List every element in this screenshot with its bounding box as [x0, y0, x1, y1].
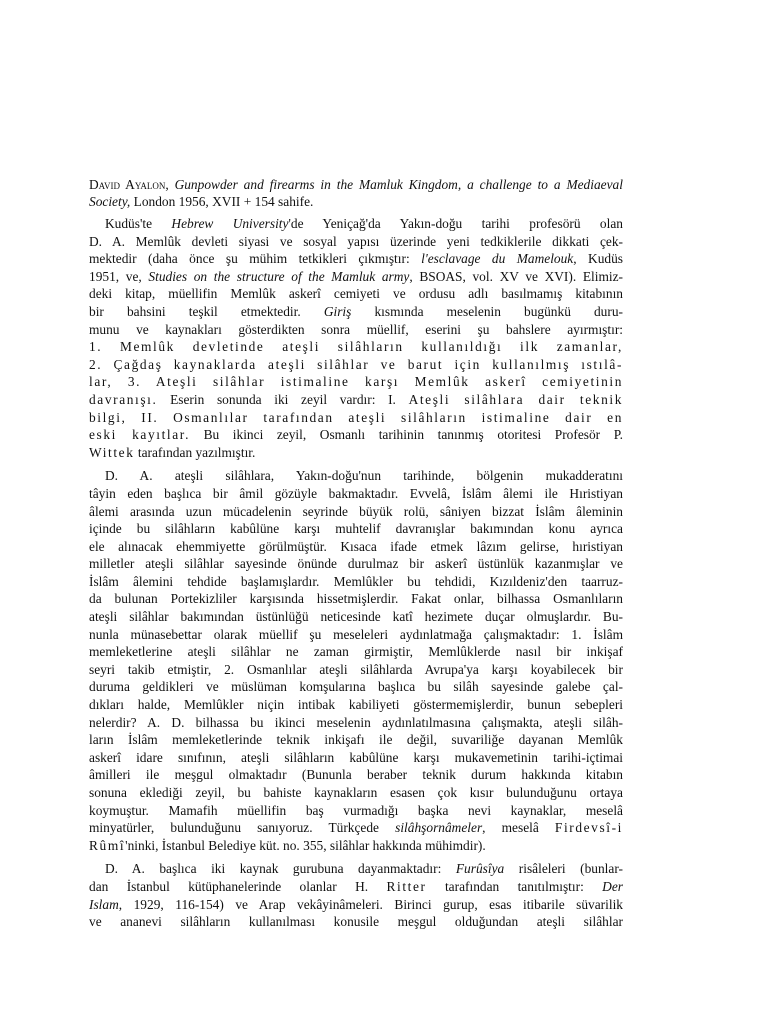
text-line [89, 837, 623, 855]
text-line: ların İslâm memleketlerinde teknik inkişafı ile değil, suvariliğe dayanan Memlûk [89, 732, 623, 748]
paragraph-analysis [89, 467, 623, 854]
text-line: sonuna eklediği zeyil, bu bahiste kaynakların esasen çok kısır bulunduğunu ortaya [89, 785, 623, 800]
text-line: deki kitap, müellifin Memlûk askerî cemiyeti ve ordusu adlı basılmamış kitabının [89, 286, 623, 302]
italic-run: Hebrew University [171, 216, 289, 231]
text-run: tarafından yazılmıştır. [134, 444, 256, 460]
text-line: D. A. Memlûk devleti siyasi ve sosyal yapısı üzerinde yeni tedkiklerile dikkati çek- [89, 233, 623, 249]
italic-run: Giriş [323, 303, 352, 319]
text-line: da bulunan Portekizliler karşısında hissetmişlerdir. Fakat onlar, bilhassa Osmanlıların [89, 591, 623, 607]
text-run: , meselâ [482, 820, 555, 836]
text-run: kısmında meselenin bugünkü duru- [351, 303, 623, 319]
text-run: dan İstanbul kütüphanelerinde olanlar H. [89, 878, 387, 894]
text-run: 'ninki, İstanbul Belediye küt. no. 355, silâhlar hakkında mühimdir). [125, 837, 486, 853]
text-line: seyri takib etmiştir, 2. Osmanlılar ateşli silâhlarda Avrupa'ya karşı koyabilecek bir [89, 661, 623, 677]
text-line: nunla münasebettar olarak müellif şu meseleleri aydınlatmağa çalışmaktadır: 1. İslâm [89, 626, 623, 642]
reference-title: Gunpowder and firearms in the Mamluk Kingdom, a challenge to a Mediaeval Society, [89, 177, 623, 209]
text-run: , Kudüs [573, 251, 623, 267]
text-run: Eserin sonunda iki zeyil vardır: I. [157, 391, 409, 407]
text-run: davranışı. [89, 391, 158, 407]
text-line [89, 426, 623, 444]
text-run: 1951, ve, [89, 268, 149, 284]
text-line [89, 819, 623, 837]
text-line: memleketlerine ateşli silâhlar ne zaman girmiştir, Memlûklerde nasıl bir inkişaf [89, 644, 623, 660]
italic-run: Islam [89, 896, 119, 912]
text-run: Ateşli silâhlara dair teknik [408, 391, 623, 407]
text-run: Kudüs'te [105, 216, 172, 231]
text-line: tâyin eden başlıca bir âmil gözüyle bakmaktadır. Evvelâ, İslâm âlemi ile Hıristiyan [89, 485, 623, 501]
text-run: , BSOAS, vol. XV ve XVI). Elimiz- [409, 268, 623, 284]
text-line: âmilleri ile meşgul olmaktadır (Bununla beraber teknik durum hakkında kitabın [89, 767, 623, 783]
text-line [89, 268, 623, 286]
text-line: duruma geldikleri ve müslüman komşularına başlıca bu silâh sayesinde galebe çal- [89, 679, 623, 695]
text-line: nelerdir? A. D. bilhassa bu ikinci meselenin aydınlatılmasına çalışmakta, ateşli silâh- [89, 714, 623, 730]
text-run: eski kayıtlar. [89, 427, 191, 443]
text-line: lar, 3. Ateşli silâhlar istimaline karşı Memlûk askerî cemiyetinin [89, 374, 623, 390]
italic-run: Furûsîya [455, 861, 505, 877]
review-page [89, 176, 623, 937]
text-line [89, 391, 623, 409]
reference-publication: London 1956, XVII + 154 sahife. [133, 194, 314, 209]
text-line: ele alınacak ehemmiyette görülmüştür. Kısaca ifade etmek lâzım gelirse, hıristiyan [89, 538, 623, 554]
text-line [89, 878, 623, 896]
text-line [89, 303, 623, 321]
text-run: Ritter [386, 878, 427, 894]
text-line: koymuştur. Mamafih müellifin baş vurmadığı başka nevi kaynaklar, meselâ [89, 802, 623, 818]
text-run: , 1929, 116-154) ve Arap vekâyinâmeleri. Birinci gurup, esas itibarile süvarilik [118, 896, 623, 912]
text-run: D. A. başlıca iki kaynak gurubuna dayanmaktadır: [105, 861, 456, 877]
italic-run: silâhşornâmeler [395, 820, 483, 836]
text-line: milletler ateşli silâhlar sayesinde önünde durulmaz bir askerî üstünlük kazanmışlar ve [89, 556, 623, 572]
text-run: tarafından tanıtılmıştır: [426, 878, 603, 894]
paragraph-intro [89, 215, 623, 461]
text-line: munu ve kaynakları gösterdikten sonra müellif, eserini şu bahslere ayırmıştır: [89, 321, 623, 337]
reference-author: David Ayalon, [89, 177, 169, 192]
text-line [89, 444, 623, 462]
text-run: Rûmî [89, 837, 126, 853]
text-line: İslâm âlemini tehdide başlamışlardır. Memlûkler bu tehdidi, Kızıldeniz'den taarruz- [89, 573, 623, 589]
paragraph-sources [89, 860, 623, 930]
text-line: âlemi arasında uzun mücadelenin seyrinde büyük rolü, sâniyen bizzat İslâm âleminin [89, 503, 623, 519]
text-run: bir bahsini teşkil etmektedir. [89, 303, 324, 319]
text-line [89, 896, 623, 914]
text-line [89, 250, 623, 268]
text-line: 2. Çağdaş kaynaklarda ateşli silâhlar ve barut için kullanılmış ıstılâ- [89, 356, 623, 372]
text-line: ve ananevi silâhların kullanılması konusile meşgul olduğundan ateşli silâhlar [89, 914, 623, 930]
text-line: askerî idare sınıfının, ateşli silâhların kabûlüne karşı mukavemetinin tarihi-içtimai [89, 749, 623, 765]
text-run: risâleleri (bunlar- [504, 861, 623, 877]
text-line [89, 860, 623, 878]
book-reference [89, 176, 623, 210]
text-line: 1. Memlûk devletinde ateşli silâhların kullanıldığı ilk zamanlar, [89, 339, 623, 355]
text-line: D. A. ateşli silâhlara, Yakın-doğu'nun tarihinde, bölgenin mukadderatını [105, 468, 623, 484]
text-line: içinde bu silâhların kabûlüne karşı muhtelif davranışlar bakımından konu ayrıca [89, 521, 623, 537]
text-line: dıkları halde, Memlûkler niçin intibak kabiliyeti göstermemişlerdir, bunun sebepleri [89, 697, 623, 713]
text-run: Wittek [89, 444, 135, 460]
text-run: Bu ikinci zeyil, Osmanlı tarihinin tanınmış otoritesi Profesör P. [190, 427, 624, 443]
text-line: bilgi, II. Osmanlılar tarafından ateşli silâhların istimaline dair en [89, 409, 623, 425]
text-line [89, 215, 623, 233]
text-run: 'de Yeniçağ'da Yakın-doğu tarihi profesörü olan [288, 216, 623, 231]
text-run: Firdevsî-i [554, 820, 623, 836]
italic-run: Studies on the structure of the Mamluk army [148, 268, 410, 284]
text-run: mektedir (daha önce şu mühim tetkikleri çıkmıştır: [89, 251, 422, 267]
text-line: ateşli silâhlar bakımından üstünlüğü neticesinde katî hezimete duçar olmuşlardır. Bu- [89, 609, 623, 625]
italic-run: Der [602, 878, 623, 894]
text-run: minyatürler, bulunduğunu sanıyoruz. Türkçede [89, 820, 396, 836]
italic-run: l'esclavage du Mamelouk [421, 251, 574, 267]
